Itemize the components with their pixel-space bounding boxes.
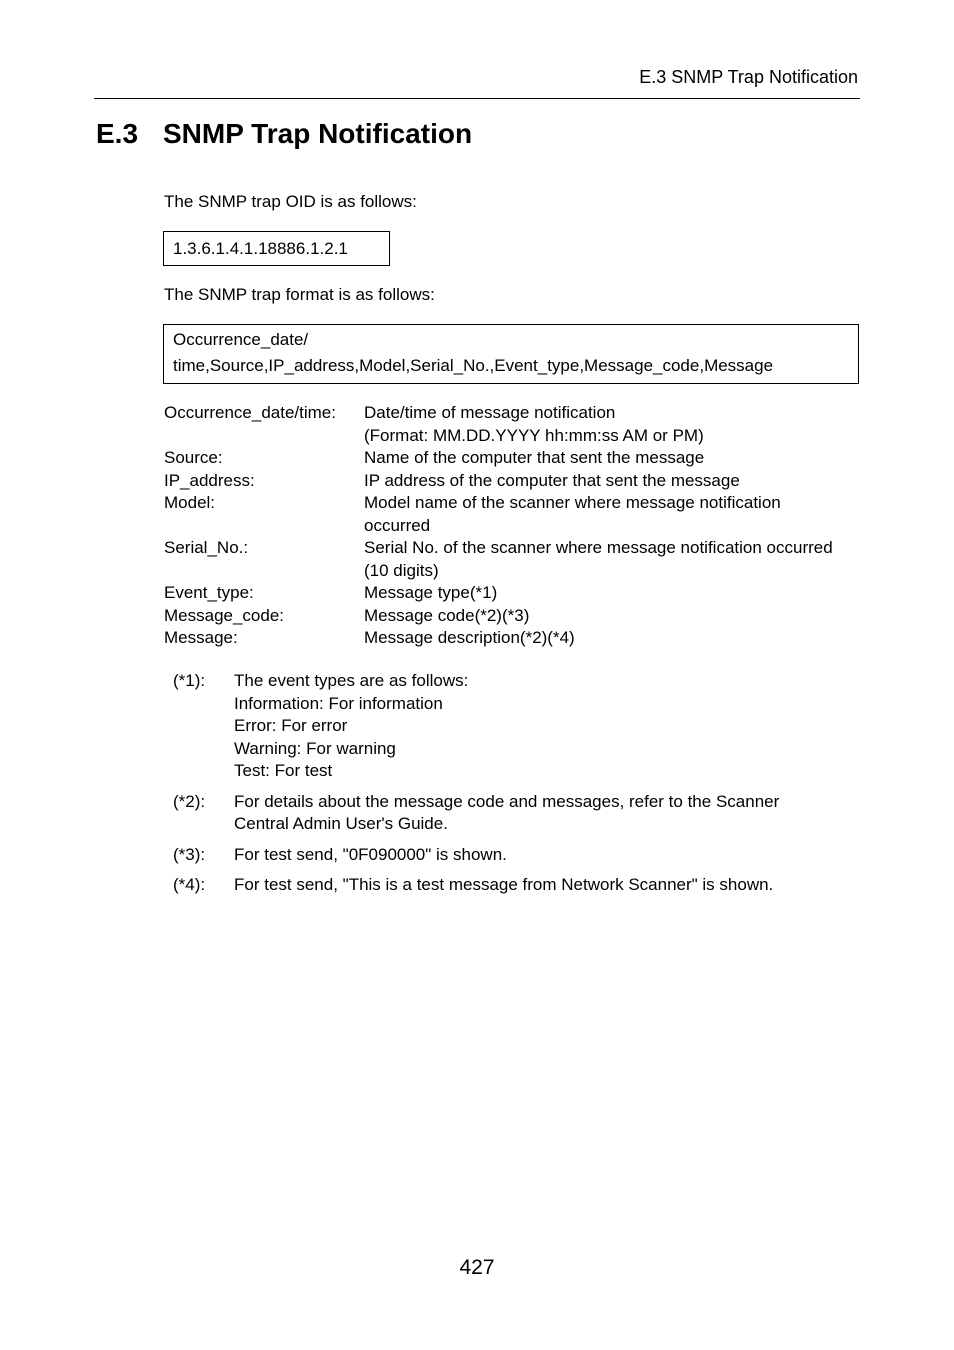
footnote-mark: (*4):: [173, 875, 206, 894]
footnote-mark: (*1):: [173, 671, 206, 690]
field-row: [164, 627, 864, 650]
footnote-line: For details about the message code and messages, refer to the Scanner: [234, 791, 780, 811]
field-row: [164, 447, 864, 470]
field-row: [164, 470, 864, 493]
field-term: Source:: [164, 448, 223, 467]
footnote-body: [234, 791, 863, 836]
field-term: Message_code:: [164, 605, 285, 625]
field-description-line: Date/time of message notification: [364, 403, 616, 422]
field-row: [164, 402, 864, 447]
format-intro-text: The SNMP trap format is as follows:: [164, 285, 435, 304]
field-row: [164, 582, 864, 605]
field-description-line: (Format: MM.DD.YYYY hh:mm:ss AM or PM): [364, 425, 704, 445]
footnote-mark: (*2):: [173, 791, 206, 811]
section-number: E.3: [96, 118, 139, 149]
field-description: [364, 605, 864, 628]
footnote-line: For test send, "0F090000" is shown.: [234, 844, 507, 864]
format-box: [163, 324, 859, 384]
field-description: [364, 582, 864, 605]
oid-intro-text: The SNMP trap OID is as follows:: [164, 192, 417, 211]
field-description-line: Message description(*2)(*4): [364, 628, 575, 647]
field-description: [364, 402, 864, 447]
field-definition-list: [164, 402, 864, 650]
field-term: IP_address:: [164, 470, 255, 490]
oid-value: 1.3.6.1.4.1.18886.1.2.1: [173, 239, 348, 258]
field-description: [364, 447, 864, 470]
footnote-line: Error: For error: [234, 716, 348, 735]
format-line-1: Occurrence_date/: [173, 330, 309, 349]
field-term: Model:: [164, 493, 216, 512]
field-description-line: Message code(*2)(*3): [364, 605, 530, 625]
footnote-body: [234, 874, 863, 897]
format-line-2: time,Source,IP_address,Model,Serial_No.,Event_type,Message_code,Message: [173, 356, 774, 375]
field-description-line: occurred: [364, 515, 431, 535]
field-row: [164, 537, 864, 582]
field-description-line: Model name of the scanner where message notification: [364, 493, 781, 512]
footnote-line: Central Admin User's Guide.: [234, 814, 448, 833]
field-term: Occurrence_date/time:: [164, 403, 336, 422]
field-description: [364, 470, 864, 493]
footnote: [173, 874, 863, 897]
field-row: [164, 492, 864, 537]
footnote-line: For test send, "This is a test message from Network Scanner" is shown.: [234, 875, 774, 894]
field-term: Serial_No.:: [164, 538, 249, 557]
field-description: [364, 492, 864, 537]
footnote: [173, 670, 863, 783]
field-description: [364, 627, 864, 650]
footnote-line: Warning: For warning: [234, 738, 396, 758]
footnote: [173, 844, 863, 867]
field-description-line: (10 digits): [364, 560, 439, 580]
field-description-line: Serial No. of the scanner where message notification occurred: [364, 538, 833, 557]
footnote-mark: (*3):: [173, 844, 206, 864]
section-title: [96, 116, 472, 152]
section-title-text: SNMP Trap Notification: [163, 118, 473, 149]
running-header: E.3 SNMP Trap Notification: [639, 67, 858, 87]
field-description-line: Name of the computer that sent the message: [364, 448, 705, 467]
footnote-line: Test: For test: [234, 761, 333, 780]
field-description: [364, 537, 864, 582]
field-term: Message:: [164, 628, 238, 647]
field-description-line: IP address of the computer that sent the message: [364, 470, 740, 490]
page-number: 427: [459, 1256, 495, 1279]
field-row: [164, 605, 864, 628]
footnote-body: [234, 670, 863, 783]
header-rule: [94, 98, 860, 99]
oid-box: [163, 231, 390, 266]
field-term: Event_type:: [164, 583, 254, 602]
footnote: [173, 791, 863, 836]
footnote-line: Information: For information: [234, 693, 443, 713]
footnotes: [173, 670, 863, 905]
field-description-line: Message type(*1): [364, 583, 498, 602]
footnote-line: The event types are as follows:: [234, 671, 469, 690]
footnote-body: [234, 844, 863, 867]
